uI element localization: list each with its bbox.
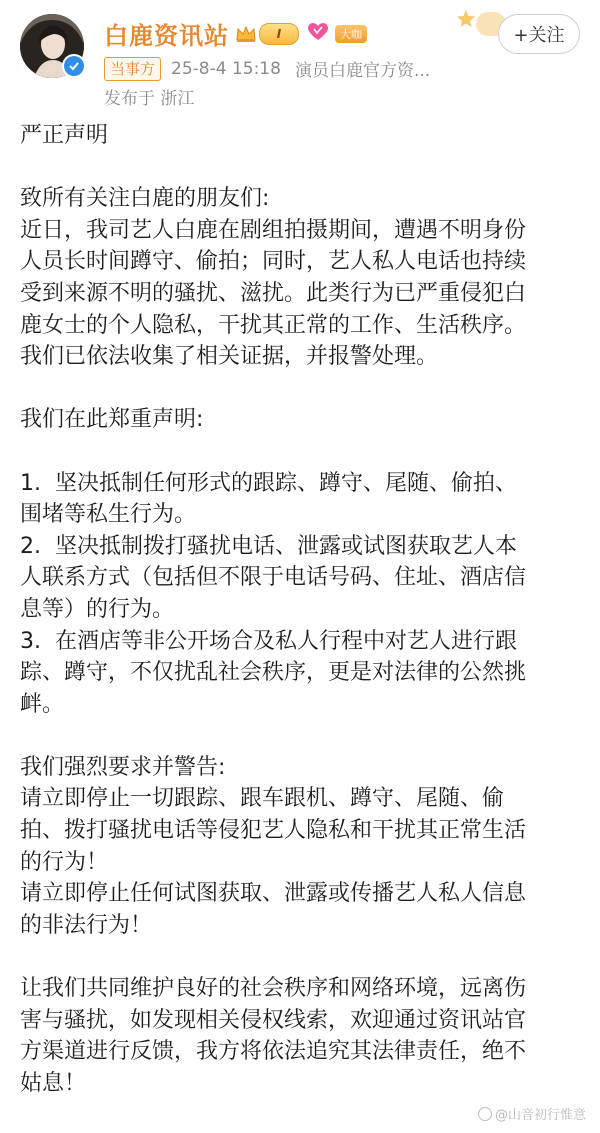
text-line: 衅。: [20, 691, 65, 717]
text-line: 我们已依法收集了相关证据，并报警处理。: [20, 344, 439, 370]
text-line: 致所有关注白鹿的朋友们:: [20, 186, 270, 212]
text-line: 请立即停止一切跟踪、跟车跟机、蹲守、尾随、偷: [20, 786, 505, 812]
text-line: 害与骚扰，如发现相关侵权线索，欢迎通过资讯站官: [20, 1007, 527, 1033]
post-source[interactable]: 演员白鹿官方资...: [294, 61, 431, 81]
party-tag: 当事方: [104, 57, 161, 81]
watermark-text: @山音初行惟意: [494, 1108, 586, 1123]
fan-heart-icon: [307, 22, 329, 46]
follow-label: +关注: [513, 25, 565, 46]
text-line: 请立即停止任何试图获取、泄露或传播艺人私人信息: [20, 881, 527, 907]
crown-icon: [235, 25, 257, 43]
level-badge: I: [259, 23, 299, 45]
text-line: 我们在此郑重声明:: [20, 407, 204, 433]
blank-line: [20, 436, 586, 468]
text-line: 3. 在酒店等非公开场合及私人行程中对艺人进行跟: [20, 628, 517, 654]
text-line: 受到来源不明的骚扰、滋扰。此类行为已严重侵犯白: [20, 280, 527, 306]
follow-button[interactable]: [498, 14, 580, 54]
text-line: 的非法行为！: [20, 912, 153, 938]
text-line: 我们强烈要求并警告:: [20, 754, 226, 780]
text-line: 2. 坚决抵制拨打骚扰电话、泄露或试图获取艺人本: [20, 533, 517, 559]
text-line: 人联系方式（包括但不限于电话号码、住址、酒店信: [20, 565, 527, 591]
text-line: 1. 坚决抵制任何形式的跟踪、蹲守、尾随、偷拍、: [20, 470, 517, 496]
text-line: 方渠道进行反馈，我方将依法追究其法律责任，绝不: [20, 1039, 527, 1065]
fan-level-badge: 大咖: [335, 25, 367, 43]
blank-line: [20, 373, 586, 405]
text-line: 鹿女士的个人隐私，干扰其正常的工作、生活秩序。: [20, 312, 527, 338]
text-line: 姑息！: [20, 1070, 87, 1096]
watermark-icon: [478, 1107, 492, 1121]
text-line: 息等）的行为。: [20, 596, 175, 622]
author-name[interactable]: 白鹿资讯站: [104, 22, 229, 50]
post-content: [20, 120, 586, 1099]
text-line: 人员长时间蹲守、偷拍；同时，艺人私人电话也持续: [20, 249, 527, 275]
text-line: 严正声明: [20, 123, 109, 148]
text-line: 近日，我司艺人白鹿在剧组拍摄期间，遭遇不明身份: [20, 217, 527, 243]
text-line: 围堵等私生行为。: [20, 502, 197, 528]
post-location: 发布于 浙江: [104, 89, 195, 109]
text-line: 拍、拨打骚扰电话等侵犯艺人隐私和干扰其正常生活: [20, 818, 527, 844]
blank-line: [20, 941, 586, 973]
post-header: [0, 0, 600, 112]
text-line: 的行为！: [20, 849, 109, 875]
text-line: 让我们共同维护良好的社会秩序和网络环境，远离伤: [20, 976, 527, 1002]
author-row: [104, 16, 367, 51]
post-time: 25-8-4 15:18: [171, 58, 281, 79]
blank-line: [20, 152, 586, 184]
verified-icon: [62, 54, 86, 78]
post-meta: [104, 56, 430, 81]
watermark: [478, 1104, 586, 1123]
blank-line: [20, 720, 586, 752]
text-line: 踪、蹲守，不仅扰乱社会秩序，更是对法律的公然挑: [20, 660, 527, 686]
